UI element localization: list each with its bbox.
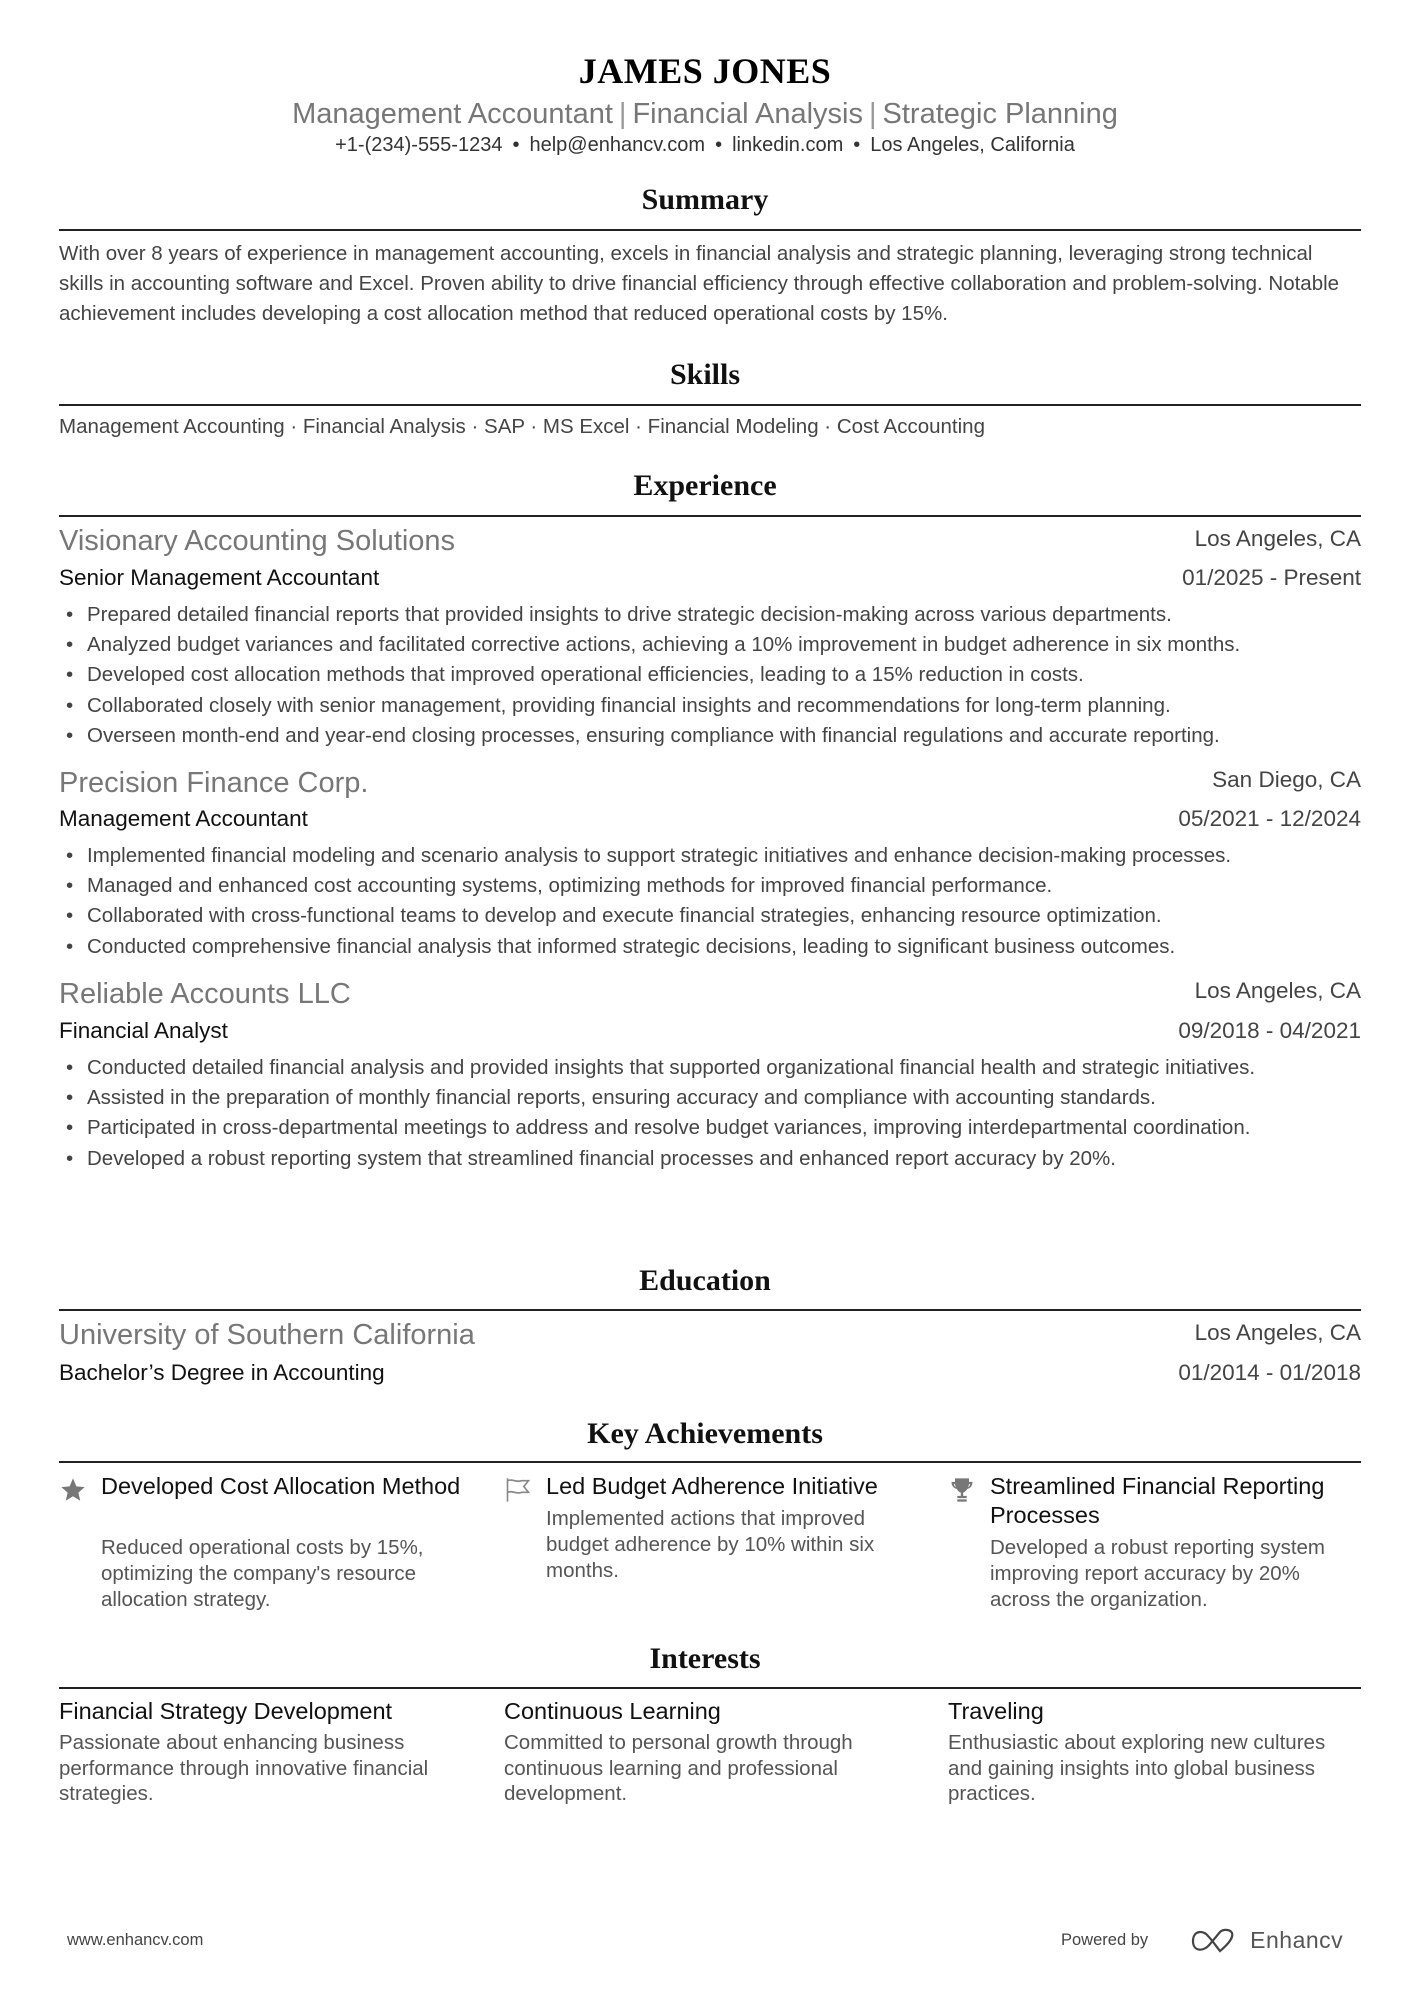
- job-dates: 05/2021 - 12/2024: [1178, 806, 1361, 831]
- job-bullet: • Analyzed budget variances and facilitated corrective actions, achieving a 10% improvement in budget adherence in six months.: [59, 630, 1349, 660]
- star-icon: [59, 1476, 87, 1504]
- job-title: Senior Management Accountant: [59, 565, 380, 590]
- contact-location: Los Angeles, California: [870, 134, 1075, 156]
- skills-list: Management Accounting · Financial Analysis · SAP · MS Excel · Financial Modeling · Cost Accounting: [59, 415, 985, 438]
- contact-phone: +1-(234)-555-1234: [335, 134, 503, 156]
- job-bullets: [59, 600, 1349, 751]
- interest-description: Enthusiastic about exploring new cultures and gaining insights into global business practices.: [948, 1731, 1326, 1805]
- contact-email[interactable]: help@enhancv.com: [529, 134, 706, 156]
- job-bullet: • Developed cost allocation methods that improved operational efficiencies, leading to a 15% reduction in costs.: [59, 660, 1349, 690]
- job-bullet: • Conducted comprehensive financial analysis that informed strategic decisions, leading to significant business outcomes.: [59, 932, 1349, 962]
- section-divider: [59, 1309, 1361, 1311]
- job-bullet: • Participated in cross-departmental meetings to address and resolve budget variances, improving interdepartmental coordination.: [59, 1113, 1349, 1143]
- contact-linkedin[interactable]: linkedin.com: [732, 134, 844, 156]
- interest-item: [504, 1696, 924, 1807]
- enhancv-brand: Enhancv: [1250, 1927, 1344, 1953]
- job-title: Financial Analyst: [59, 1018, 228, 1043]
- footer-powered-by[interactable]: [1061, 1927, 1343, 1954]
- headline-separator: |: [868, 98, 877, 130]
- section-heading-interests: Interests: [649, 1642, 761, 1675]
- section-divider: [59, 404, 1361, 406]
- headline-separator: |: [618, 98, 627, 130]
- interest-title: Continuous Learning: [504, 1698, 721, 1724]
- achievement-item: [504, 1472, 904, 1622]
- job-bullet: • Assisted in the preparation of monthly financial reports, ensuring accuracy and compliance with accounting standards.: [59, 1083, 1349, 1113]
- contact-separator: •: [715, 134, 723, 156]
- interest-description: Passionate about enhancing business performance through innovative financial strategies.: [59, 1731, 429, 1805]
- interest-item: [59, 1696, 479, 1807]
- job-location: Los Angeles, CA: [1194, 526, 1361, 551]
- headline-role: Management Accountant: [292, 98, 613, 130]
- job-bullets: [59, 841, 1349, 962]
- job-bullet: • Conducted detailed financial analysis and provided insights that supported organizational financial health and strategic initiatives.: [59, 1053, 1349, 1083]
- achievement-description: Developed a robust reporting system improving report accuracy by 20% across the organization.: [990, 1536, 1326, 1611]
- achievement-description: Implemented actions that improved budget adherence by 10% within six months.: [546, 1507, 875, 1582]
- job-bullet: • Implemented financial modeling and scenario analysis to support strategic initiatives and enhance decision-making processes.: [59, 841, 1349, 871]
- education-degree: Bachelor’s Degree in Accounting: [59, 1360, 385, 1385]
- job-bullet: • Overseen month-end and year-end closing processes, ensuring compliance with financial regulations and accurate reporting.: [59, 721, 1349, 751]
- job-title: Management Accountant: [59, 806, 308, 831]
- section-heading-summary: Summary: [641, 183, 769, 216]
- education-school: University of Southern California: [59, 1319, 475, 1351]
- section-divider: [59, 1687, 1361, 1689]
- interest-description: Committed to personal growth through continuous learning and professional development.: [504, 1731, 853, 1805]
- job-bullet: • Collaborated closely with senior management, providing financial insights and recommendations for long-term planning.: [59, 691, 1349, 721]
- section-heading-achievements: Key Achievements: [587, 1417, 823, 1450]
- education-dates: 01/2014 - 01/2018: [1178, 1360, 1361, 1385]
- job-bullet: • Prepared detailed financial reports that provided insights to drive strategic decision-making across various departments.: [59, 600, 1349, 630]
- achievement-description: Reduced operational costs by 15%, optimizing the company's resource allocation strategy.: [101, 1536, 424, 1611]
- interest-title: Financial Strategy Development: [59, 1698, 393, 1724]
- enhancv-logo-icon: [1190, 1928, 1238, 1954]
- job-bullet: • Managed and enhanced cost accounting systems, optimizing methods for improved financial performance.: [59, 871, 1349, 901]
- achievement-item: [948, 1472, 1348, 1622]
- contact-separator: •: [853, 134, 861, 156]
- job-dates: 09/2018 - 04/2021: [1178, 1018, 1361, 1043]
- job-company: Precision Finance Corp.: [59, 767, 369, 799]
- contact-separator: •: [512, 134, 520, 156]
- interest-title: Traveling: [948, 1698, 1044, 1724]
- achievement-title: Developed Cost Allocation Method: [101, 1473, 461, 1499]
- section-heading-experience: Experience: [633, 469, 777, 502]
- job-location: San Diego, CA: [1212, 767, 1361, 792]
- headline: [0, 98, 1410, 131]
- section-divider: [59, 515, 1361, 517]
- achievement-title: Led Budget Adherence Initiative: [546, 1473, 878, 1499]
- job-company: Visionary Accounting Solutions: [59, 525, 456, 557]
- job-company: Reliable Accounts LLC: [59, 978, 351, 1010]
- footer-website-link[interactable]: www.enhancv.com: [67, 1931, 204, 1949]
- trophy-icon: [948, 1476, 976, 1504]
- education-location: Los Angeles, CA: [1194, 1320, 1361, 1345]
- contact-line: [0, 134, 1410, 157]
- section-divider: [59, 229, 1361, 231]
- interest-item: [948, 1696, 1368, 1807]
- section-divider: [59, 1461, 1361, 1463]
- headline-skill: Financial Analysis: [632, 98, 863, 130]
- flag-icon: [504, 1476, 532, 1504]
- achievement-title: Streamlined Financial Reporting Processes: [990, 1473, 1325, 1528]
- job-location: Los Angeles, CA: [1194, 978, 1361, 1003]
- job-bullet: • Collaborated with cross-functional teams to develop and execute financial strategies, enhancing resource optimization.: [59, 901, 1349, 931]
- candidate-name: JAMES JONES: [578, 51, 832, 91]
- summary-text: With over 8 years of experience in management accounting, excels in financial analysis and strategic planning, leveraging strong technical skills in accounting software and Excel. Proven ability to drive financial efficiency through effective collaboration and problem-solving. Notable achievement includes developing a cost allocation method that reduced operational costs by 15%.: [59, 242, 1340, 325]
- section-heading-skills: Skills: [669, 358, 741, 391]
- job-dates: 01/2025 - Present: [1182, 565, 1361, 590]
- achievement-item: [59, 1472, 459, 1622]
- powered-by-label: Powered by: [1061, 1931, 1149, 1949]
- headline-skill: Strategic Planning: [882, 98, 1118, 130]
- job-bullet: • Developed a robust reporting system that streamlined financial processes and enhanced report accuracy by 20%.: [59, 1144, 1349, 1174]
- section-heading-education: Education: [639, 1264, 771, 1297]
- job-bullets: [59, 1053, 1349, 1174]
